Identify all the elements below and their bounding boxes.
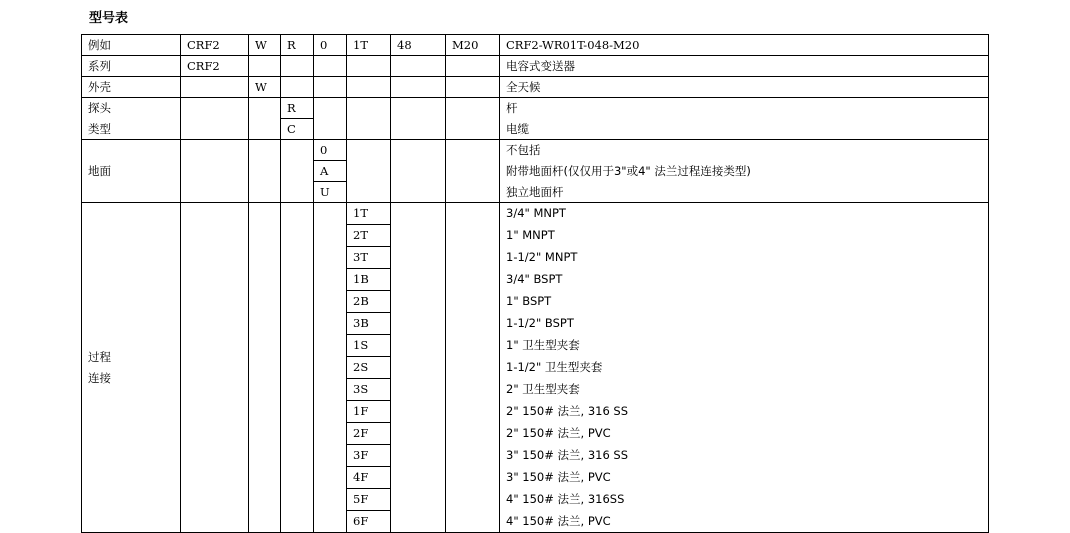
connection-desc: 1-1/2" 卫生型夹套 — [500, 357, 989, 379]
housing-code: W — [249, 77, 281, 98]
table-row — [82, 35, 989, 56]
ground-code: 0 — [314, 140, 347, 161]
connection-label-line: 过程 — [88, 349, 111, 364]
housing-desc: 全天候 — [500, 77, 989, 98]
ground-desc: 独立地面杆 — [500, 182, 989, 203]
connection-code: 2T — [347, 225, 391, 247]
probe-code: R — [281, 98, 314, 119]
connection-code: 1F — [347, 401, 391, 423]
ground-label: 地面 — [82, 140, 181, 203]
probe-desc: 电缆 — [500, 119, 989, 140]
connection-desc: 1" BSPT — [500, 291, 989, 313]
connection-code: 6F — [347, 511, 391, 533]
series-code: CRF2 — [181, 56, 249, 77]
connection-desc: 1" 卫生型夹套 — [500, 335, 989, 357]
example-cell: 48 — [391, 35, 446, 56]
probe-label: 探头 — [82, 98, 181, 119]
table-row — [82, 77, 989, 98]
example-cell: 1T — [347, 35, 391, 56]
connection-code: 1S — [347, 335, 391, 357]
table-row — [82, 98, 989, 119]
connection-code: 3F — [347, 445, 391, 467]
page-title: 型号表 — [89, 11, 129, 26]
example-cell: M20 — [446, 35, 500, 56]
connection-code: 1T — [347, 203, 391, 225]
probe-label: 类型 — [82, 119, 181, 140]
connection-code: 3T — [347, 247, 391, 269]
connection-code: 2B — [347, 291, 391, 313]
ground-desc: 附带地面杆(仅仅用于3"或4" 法兰过程连接类型) — [500, 161, 989, 182]
model-table — [81, 34, 989, 533]
example-cell: R — [281, 35, 314, 56]
housing-label: 外壳 — [82, 77, 181, 98]
connection-code: 2S — [347, 357, 391, 379]
connection-desc: 2" 150# 法兰, 316 SS — [500, 401, 989, 423]
table-row — [82, 203, 989, 225]
ground-code: U — [314, 182, 347, 203]
connection-desc: 1" MNPT — [500, 225, 989, 247]
connection-code: 3B — [347, 313, 391, 335]
connection-desc: 2" 150# 法兰, PVC — [500, 423, 989, 445]
table-row — [82, 140, 989, 161]
ground-desc: 不包括 — [500, 140, 989, 161]
connection-desc: 1-1/2" MNPT — [500, 247, 989, 269]
connection-desc: 3/4" BSPT — [500, 269, 989, 291]
probe-desc: 杆 — [500, 98, 989, 119]
ground-code: A — [314, 161, 347, 182]
series-desc: 电容式变送器 — [500, 56, 989, 77]
connection-code: 1B — [347, 269, 391, 291]
connection-code: 3S — [347, 379, 391, 401]
connection-label — [82, 203, 181, 533]
example-cell: 0 — [314, 35, 347, 56]
connection-code: 2F — [347, 423, 391, 445]
connection-desc: 3/4" MNPT — [500, 203, 989, 225]
connection-desc: 3" 150# 法兰, PVC — [500, 467, 989, 489]
connection-code: 5F — [347, 489, 391, 511]
example-result: CRF2-WR01T-048-M20 — [500, 35, 989, 56]
connection-label-line: 连接 — [88, 370, 111, 385]
example-cell: W — [249, 35, 281, 56]
series-label: 系列 — [82, 56, 181, 77]
connection-desc: 2" 卫生型夹套 — [500, 379, 989, 401]
connection-desc: 4" 150# 法兰, 316SS — [500, 489, 989, 511]
table-row — [82, 56, 989, 77]
connection-desc: 3" 150# 法兰, 316 SS — [500, 445, 989, 467]
connection-desc: 1-1/2" BSPT — [500, 313, 989, 335]
example-label: 例如 — [82, 35, 181, 56]
connection-code: 4F — [347, 467, 391, 489]
example-cell: CRF2 — [181, 35, 249, 56]
probe-code: C — [281, 119, 314, 140]
connection-desc: 4" 150# 法兰, PVC — [500, 511, 989, 533]
